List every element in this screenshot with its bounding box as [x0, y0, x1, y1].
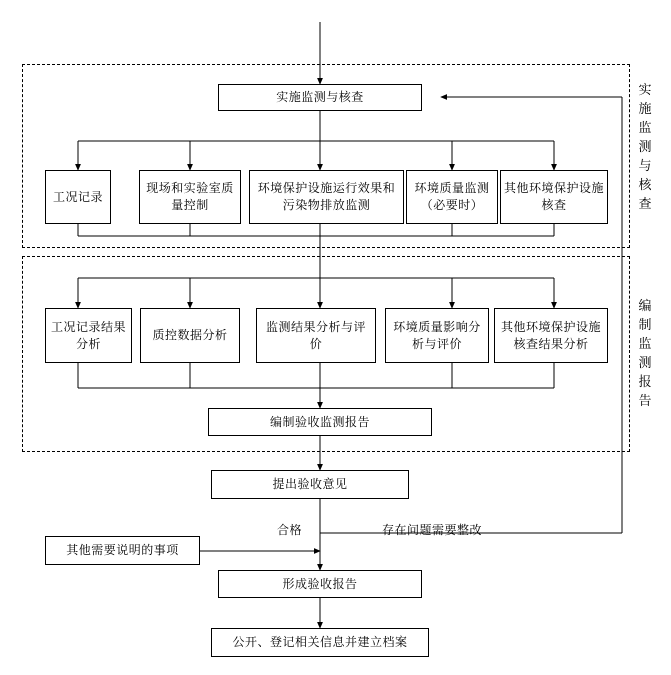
node-other-facility-check[interactable]: 其他环境保护设施核查 [500, 170, 608, 224]
node-condition-record[interactable]: 工况记录 [45, 170, 111, 224]
section-monitoring-label: 实施监测与核查 [638, 82, 652, 211]
edge-label-pass: 合格 [277, 523, 303, 537]
node-other-notes[interactable]: 其他需要说明的事项 [45, 536, 200, 565]
node-env-quality[interactable]: 环境质量监测（必要时） [406, 170, 498, 224]
node-implement[interactable]: 实施监测与核查 [218, 84, 422, 111]
section-report-label: 编制监测报告 [638, 298, 652, 408]
node-form-report[interactable]: 形成验收报告 [218, 570, 422, 598]
node-env-impact-analysis[interactable]: 环境质量影响分析与评价 [385, 308, 489, 363]
edge-label-rectify: 存在问题需要整改 [382, 523, 483, 537]
node-qc-data-analysis[interactable]: 质控数据分析 [140, 308, 240, 363]
node-compile-report[interactable]: 编制验收监测报告 [208, 408, 432, 436]
node-publish-archive[interactable]: 公开、登记相关信息并建立档案 [211, 628, 429, 657]
node-site-lab-qc[interactable]: 现场和实验室质量控制 [139, 170, 241, 224]
node-acceptance-opinion[interactable]: 提出验收意见 [211, 470, 409, 499]
node-condition-analysis[interactable]: 工况记录结果分析 [45, 308, 132, 363]
node-other-check-analysis[interactable]: 其他环境保护设施核查结果分析 [494, 308, 608, 363]
node-result-analysis[interactable]: 监测结果分析与评价 [256, 308, 376, 363]
node-facility-effect[interactable]: 环境保护设施运行效果和污染物排放监测 [249, 170, 404, 224]
